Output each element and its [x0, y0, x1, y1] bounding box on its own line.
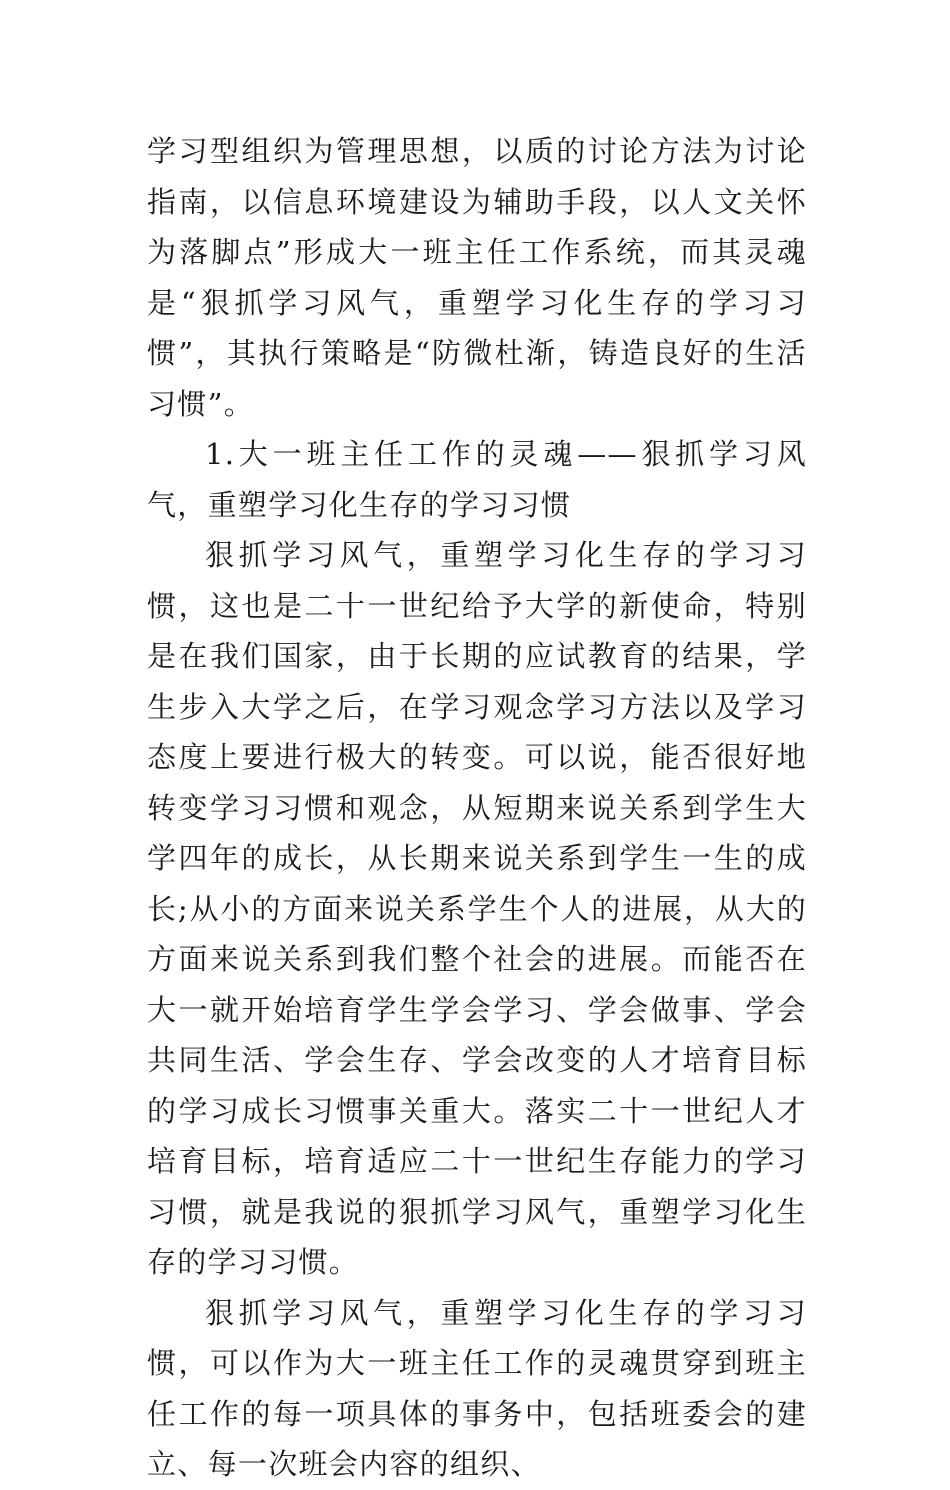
paragraph-continuation: 学习型组织为管理思想，以质的讨论方法为讨论指南，以信息环境建设为辅助手段，以人文关怀为落脚点”形成大一班主任工作系统，而其灵魂是“狠抓学习风气，重塑学习化生存的学习习惯”，其执行策略是“防微杜渐，铸造良好的生活习惯”。: [147, 134, 807, 421]
paragraph-soul-of-work: 狠抓学习风气，重塑学习化生存的学习习惯，可以作为大一班主任工作的灵魂贯穿到班主任工作的每一项具体的事务中，包括班委会的建立、每一次班会内容的组织、: [147, 1295, 807, 1481]
document-body: [147, 126, 807, 1490]
section-heading-1: 1.大一班主任工作的灵魂——狠抓学习风气，重塑学习化生存的学习习惯: [147, 437, 807, 522]
paragraph-learning-habits: 狠抓学习风气，重塑学习化生存的学习习惯，这也是二十一世纪给予大学的新使命，特别是在我们国家，由于长期的应试教育的结果，学生步入大学之后，在学习观念学习方法以及学习态度上要进行极大的转变。可以说，能否很好地转变学习习惯和观念，从短期来说关系到学生大学四年的成长，从长期来说关系到学生一生的成长;从小的方面来说关系学生个人的进展，从大的方面来说关系到我们整个社会的进展。而能否在大一就开始培育学生学会学习、学会做事、学会共同生活、学会生存、学会改变的人才培育目标的学习成长习惯事关重大。落实二十一世纪人才培育目标，培育适应二十一世纪生存能力的学习习惯，就是我说的狠抓学习风气，重塑学习化生存的学习习惯。: [147, 538, 807, 1279]
